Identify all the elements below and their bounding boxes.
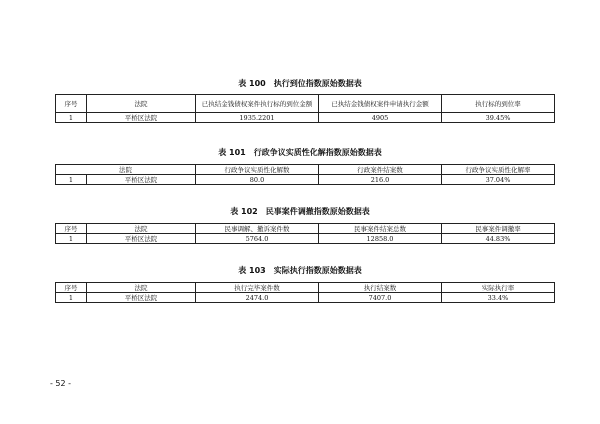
table-cell: 37.04% [442, 175, 555, 185]
column-header: 实际执行率 [442, 283, 555, 293]
table-102-title: 表 102 民事案件调撤指数原始数据表 [230, 207, 370, 216]
table-cell: 平桥区法院 [87, 113, 196, 123]
table-row [56, 113, 555, 123]
table-100-title: 表 100 执行到位指数原始数据表 [238, 79, 362, 88]
column-header: 已执结金钱债权案件执行标的到位金额 [196, 95, 319, 113]
column-header: 民事案件结案总数 [319, 224, 442, 234]
column-header: 序号 [56, 224, 87, 234]
column-header: 法院 [56, 165, 196, 175]
column-header: 行政案件结案数 [319, 165, 442, 175]
table-cell: 80.0 [196, 175, 319, 185]
table-101 [55, 164, 555, 185]
column-header: 法院 [87, 283, 196, 293]
table-100 [55, 94, 555, 123]
column-header: 法院 [87, 95, 196, 113]
table-cell: 7407.0 [319, 293, 442, 303]
page-number: - 52 - [50, 379, 72, 388]
column-header: 民事调解、撤诉案件数 [196, 224, 319, 234]
column-header: 已执结金钱债权案件申请执行金额 [319, 95, 442, 113]
table-header-row [56, 95, 555, 113]
table-103 [55, 282, 555, 303]
column-header: 民事案件调撤率 [442, 224, 555, 234]
table-cell: 12858.0 [319, 234, 442, 244]
table-cell: 1 [56, 234, 87, 244]
column-header: 序号 [56, 283, 87, 293]
table-row [56, 175, 555, 185]
table-cell: 216.0 [319, 175, 442, 185]
table-cell: 平桥区法院 [87, 234, 196, 244]
table-cell: 44.83% [442, 234, 555, 244]
column-header: 序号 [56, 95, 87, 113]
table-row [56, 234, 555, 244]
column-header: 执行标的到位率 [442, 95, 555, 113]
table-cell: 平桥区法院 [87, 293, 196, 303]
table-header-row [56, 224, 555, 234]
table-cell: 39.45% [442, 113, 555, 123]
column-header: 行政争议实质性化解数 [196, 165, 319, 175]
column-header: 执行结案数 [319, 283, 442, 293]
table-cell: 33.4% [442, 293, 555, 303]
column-header: 行政争议实质性化解率 [442, 165, 555, 175]
table-cell: 1935.2201 [196, 113, 319, 123]
table-row [56, 293, 555, 303]
table-header-row [56, 283, 555, 293]
table-101-title: 表 101 行政争议实质性化解指数原始数据表 [218, 148, 382, 157]
column-header: 执行完毕案件数 [196, 283, 319, 293]
table-cell: 1 [56, 113, 87, 123]
table-cell: 5764.0 [196, 234, 319, 244]
table-103-title: 表 103 实际执行指数原始数据表 [238, 266, 362, 275]
column-header: 法院 [87, 224, 196, 234]
table-cell: 2474.0 [196, 293, 319, 303]
table-cell: 1 [56, 293, 87, 303]
table-cell: 1 [56, 175, 87, 185]
table-header-row [56, 165, 555, 175]
table-cell: 4905 [319, 113, 442, 123]
table-cell: 平桥区法院 [87, 175, 196, 185]
table-102 [55, 223, 555, 244]
